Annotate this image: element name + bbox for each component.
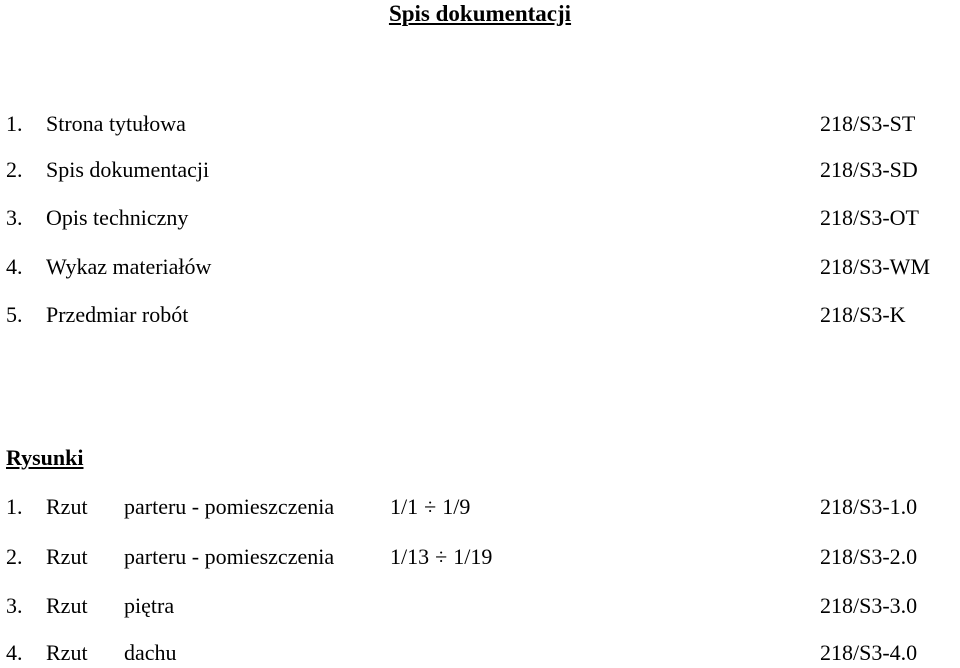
- document-item: [0, 109, 960, 139]
- item-code: 218/S3-4.0: [820, 640, 918, 665]
- item-code: 218/S3-1.0: [820, 494, 918, 519]
- item-label: Przedmiar robót: [46, 302, 189, 327]
- division-sign: ÷: [424, 494, 437, 519]
- item-label: Spis dokumentacji: [46, 157, 210, 182]
- document-item: [0, 252, 960, 282]
- page-title: Spis dokumentacji: [388, 1, 572, 26]
- item-number: 2.: [6, 157, 23, 182]
- item-number: 3.: [6, 205, 23, 230]
- division-sign: ÷: [435, 544, 448, 569]
- document-item: [0, 203, 960, 233]
- item-number: 1.: [6, 494, 23, 519]
- item-label: dachu: [124, 640, 177, 665]
- item-code: 218/S3-OT: [820, 205, 919, 230]
- item-number: 5.: [6, 302, 23, 327]
- range-to: 1/19: [453, 544, 493, 569]
- range-from: 1/1: [390, 494, 419, 519]
- item-code: 218/S3-ST: [820, 111, 916, 136]
- item-range: [390, 542, 492, 572]
- drawing-item: [0, 591, 960, 621]
- item-code: 218/S3-2.0: [820, 544, 918, 569]
- item-label: Strona tytułowa: [46, 111, 186, 136]
- item-code: 218/S3-WM: [820, 254, 930, 279]
- item-label: parteru - pomieszczenia: [124, 494, 335, 519]
- item-number: 4.: [6, 254, 23, 279]
- item-range: [390, 492, 470, 522]
- item-number: 3.: [6, 593, 23, 618]
- item-label-word: Rzut: [46, 640, 88, 665]
- item-label-word: Rzut: [46, 494, 88, 519]
- item-label: parteru - pomieszczenia: [124, 544, 335, 569]
- item-label-word: Rzut: [46, 593, 88, 618]
- item-number: 4.: [6, 640, 23, 665]
- item-number: 2.: [6, 544, 23, 569]
- item-label: Wykaz materiałów: [46, 254, 212, 279]
- drawing-item: [0, 492, 960, 522]
- section-heading-drawings: Rysunki: [6, 445, 84, 470]
- item-label: piętra: [124, 593, 175, 618]
- item-label-word: Rzut: [46, 544, 88, 569]
- drawing-item: [0, 542, 960, 572]
- item-number: 1.: [6, 111, 23, 136]
- document-item: [0, 155, 960, 185]
- range-to: 1/9: [442, 494, 471, 519]
- item-code: 218/S3-SD: [820, 157, 918, 182]
- item-code: 218/S3-K: [820, 302, 906, 327]
- item-label: Opis techniczny: [46, 205, 189, 230]
- item-code: 218/S3-3.0: [820, 593, 918, 618]
- range-from: 1/13: [390, 544, 430, 569]
- document-item: [0, 300, 960, 330]
